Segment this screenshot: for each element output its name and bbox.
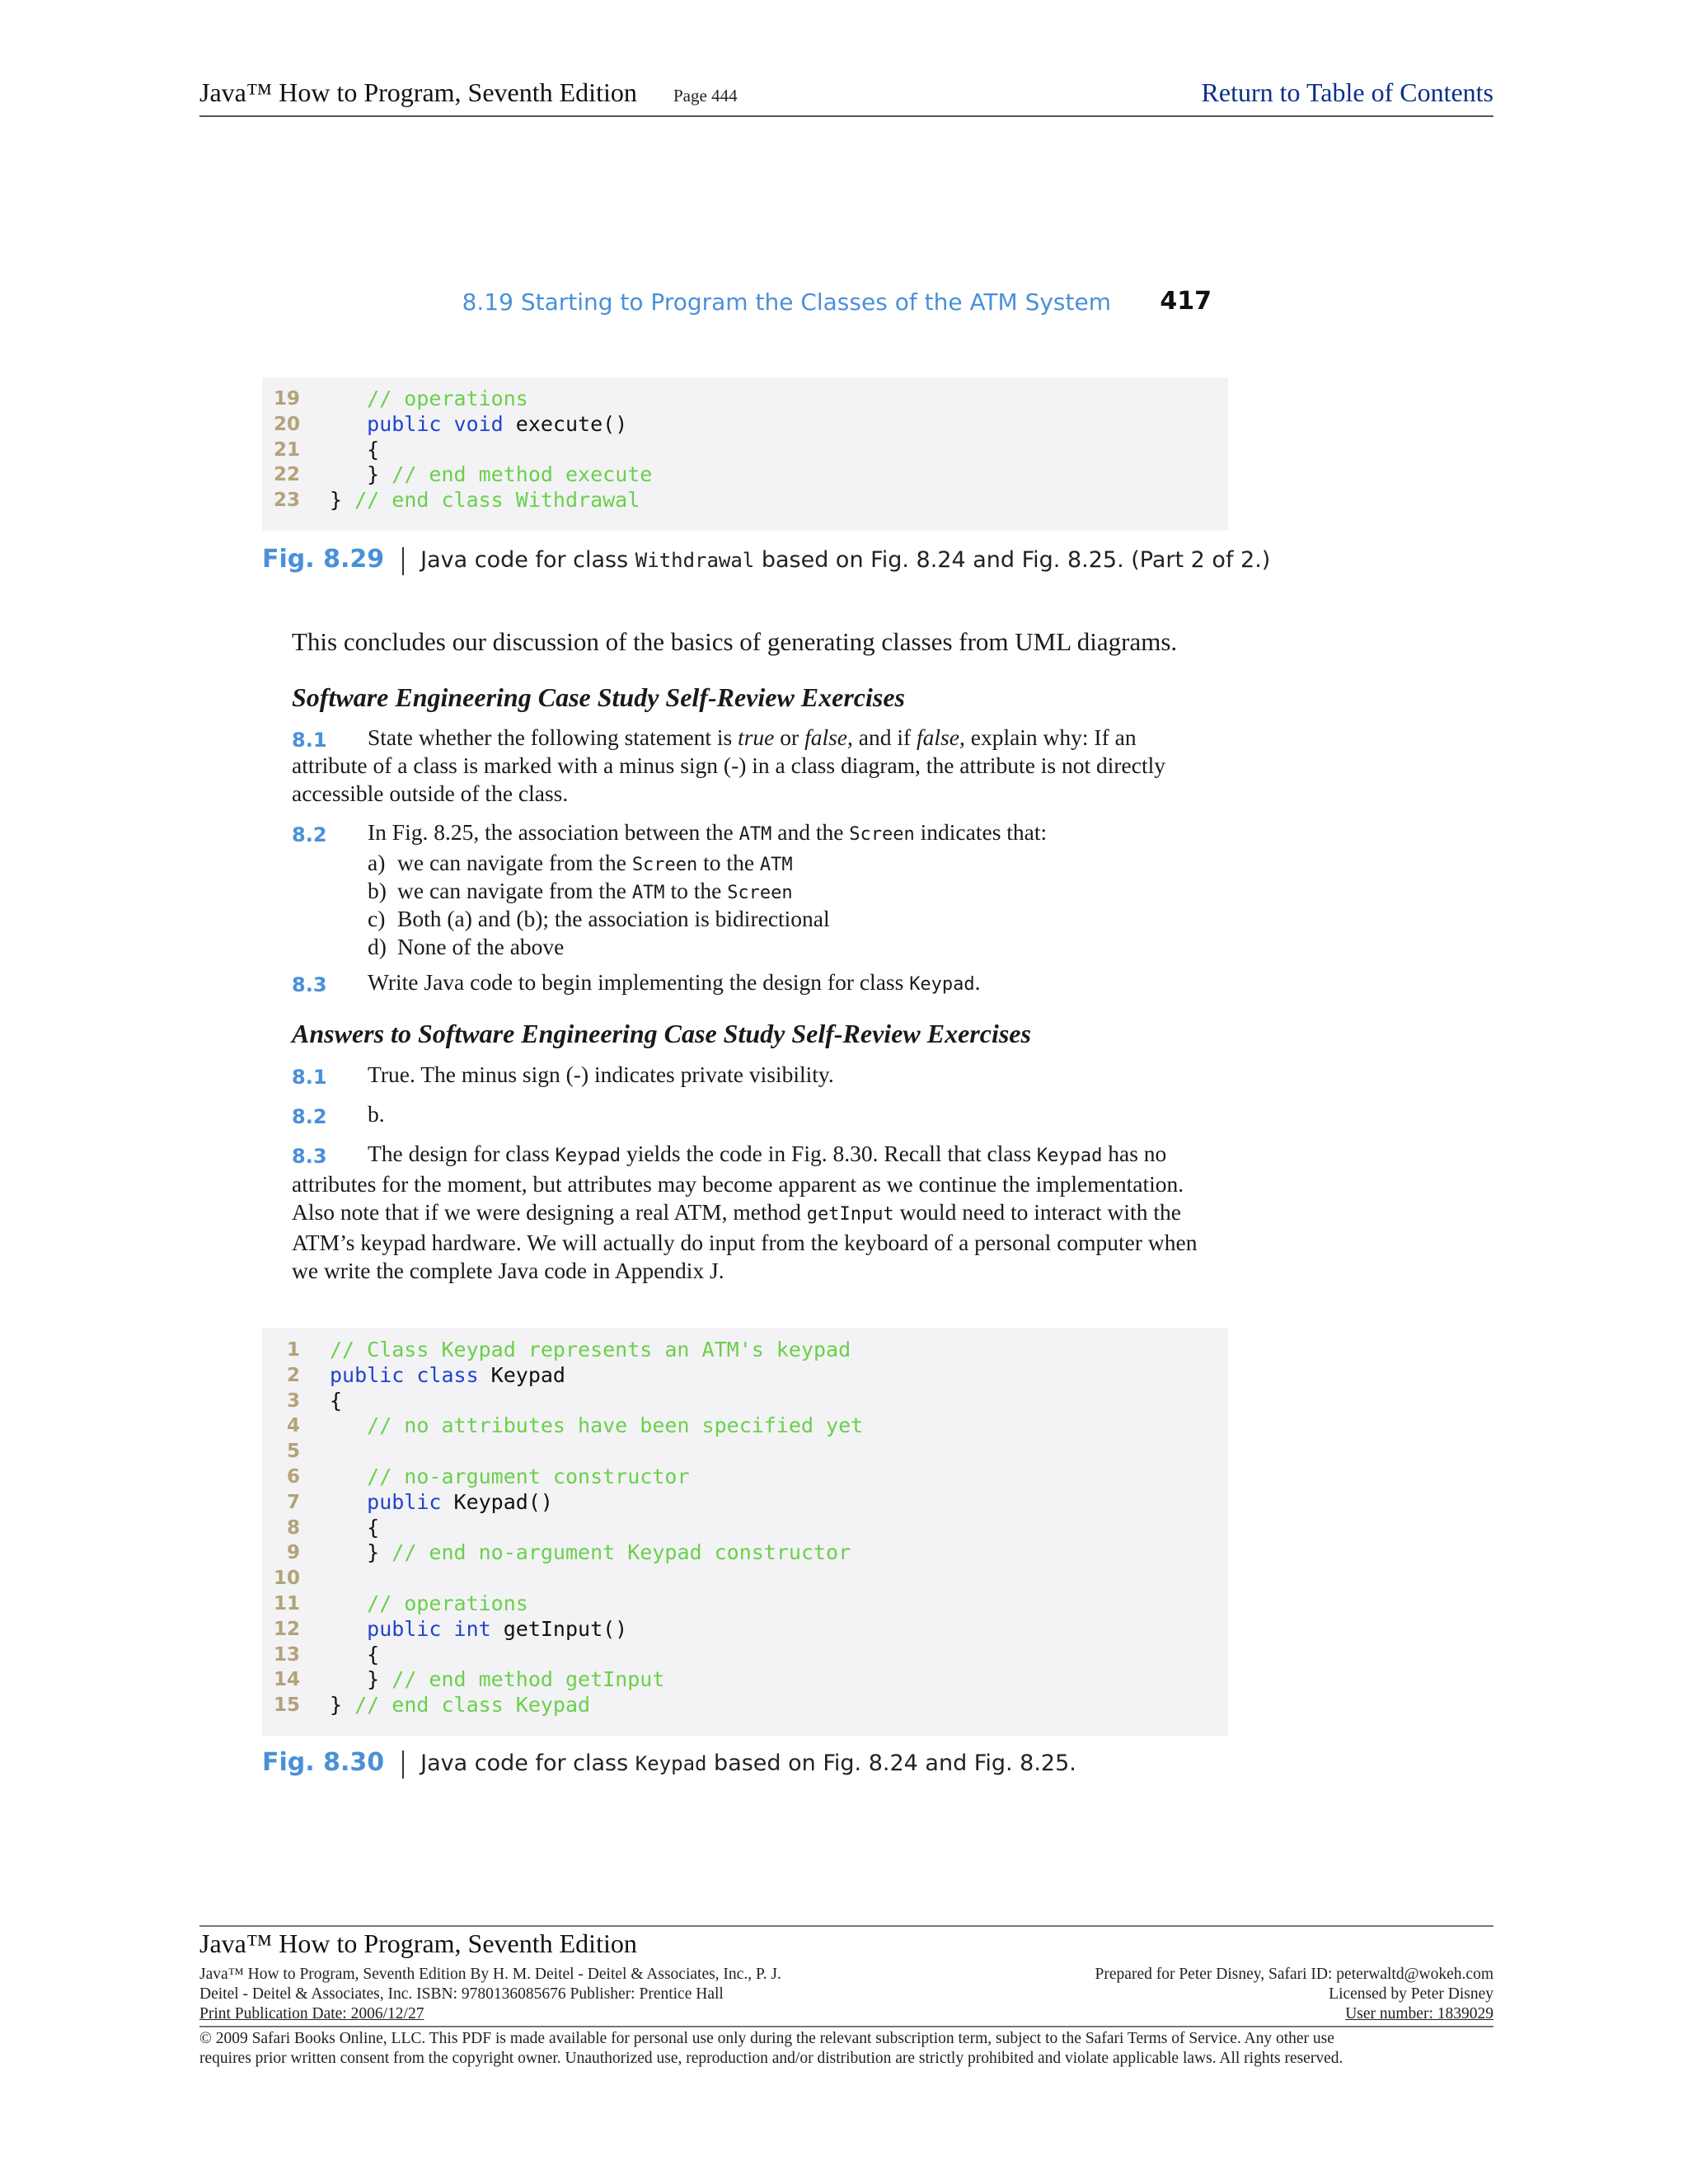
exercise-text: In Fig. 8.25, the association between the ATM and the Screen indicates that: xyxy=(368,819,1048,845)
answers-heading: Answers to Software Engineering Case Study Self-Review Exercises xyxy=(292,1019,1031,1048)
code-text: // no-argument constructor xyxy=(367,1464,690,1488)
exercise-8-2 xyxy=(292,818,1212,961)
code-line xyxy=(262,462,1228,488)
code-text: public Keypad() xyxy=(367,1489,553,1514)
line-number: 23 xyxy=(273,490,300,512)
code-text: } // end method getInput xyxy=(330,1667,665,1692)
code-text: { xyxy=(330,1388,343,1413)
code-line xyxy=(262,1667,1228,1693)
line-number: 7 xyxy=(286,1491,300,1513)
line-number: 9 xyxy=(286,1542,300,1564)
code-text: { xyxy=(330,1642,380,1666)
code-line xyxy=(262,1490,1228,1516)
code-line xyxy=(262,1617,1228,1643)
code-text: // operations xyxy=(367,1591,528,1615)
line-number: 2 xyxy=(286,1364,300,1386)
code-text: public int getInput() xyxy=(367,1616,628,1641)
code-line xyxy=(262,1540,1228,1566)
footer-license-info: Prepared for Peter Disney, Safari ID: peterwaltd@wokeh.com Licensed by Peter Disney User number: 1839029 xyxy=(1095,1966,1493,2022)
code-line xyxy=(262,1338,1228,1363)
code-text: } // end class Keypad xyxy=(330,1693,591,1718)
line-number: 10 xyxy=(273,1568,300,1590)
line-number: 3 xyxy=(286,1390,300,1412)
line-number: 4 xyxy=(286,1415,300,1437)
code-text: { xyxy=(330,437,380,462)
line-number: 8 xyxy=(286,1516,300,1539)
code-text: // Class Keypad represents an ATM's keypad xyxy=(330,1338,851,1361)
answer-8-3 xyxy=(292,1140,1212,1285)
code-text: public class Keypad xyxy=(330,1362,565,1387)
page-footer xyxy=(199,1925,1493,2067)
top-header xyxy=(199,76,1493,117)
code-text: public void execute() xyxy=(367,411,628,436)
line-number: 19 xyxy=(273,388,300,410)
exercise-number: 8.3 xyxy=(292,973,327,996)
code-line xyxy=(262,1465,1228,1490)
footer-copyright: © 2009 Safari Books Online, LLC. This PDF is made available for personal use only during the relevant subscription term, subject to the Safari Terms of Service. Any other use requires prior written consent from the copyright owner. Unauthorized use, reproduction and/or distribution are strictly prohibited and violate applicable laws. All rights reserved. xyxy=(199,2026,1493,2069)
code-line xyxy=(262,1413,1228,1439)
exercise-options xyxy=(368,849,1212,961)
figure-caption-8-29: Fig. 8.29 Java code for class Withdrawal based on Fig. 8.24 and Fig. 8.25. (Part 2 of 2.) xyxy=(262,545,1271,574)
answer-number: 8.2 xyxy=(292,1105,327,1128)
line-number: 15 xyxy=(273,1694,300,1717)
option-b: b) we can navigate from the ATM to the Screen xyxy=(368,878,793,903)
line-number: 1 xyxy=(286,1339,300,1361)
option-a: a) we can navigate from the Screen to the ATM xyxy=(368,850,793,875)
caption-divider xyxy=(402,547,404,575)
code-line xyxy=(262,488,1228,513)
option-c: c) Both (a) and (b); the association is bidirectional xyxy=(368,906,830,931)
answer-text: The design for class Keypad yields the code in Fig. 8.30. Recall that class Keypad has no attributes for the moment, but attributes may become apparent as we continue the implementation. Also note that if we were designing a real ATM, method getInput would need to interact with the ATM’s keypad hardware. We will actually do input from the keyboard of a personal computer when we write the complete Java code in Appendix J. xyxy=(292,1141,1198,1283)
code-line xyxy=(262,1693,1228,1718)
exercise-8-1 xyxy=(292,724,1212,808)
exercise-text: State whether the following statement is true or false, and if false, explain why: If an attribute of a class is marked with a minus sign (-) in a class diagram, the attribute is not directly accessible outside of the class. xyxy=(292,724,1165,806)
answer-text: True. The minus sign (-) indicates private visibility. xyxy=(368,1062,834,1087)
line-number: 6 xyxy=(286,1465,300,1488)
exercise-number: 8.2 xyxy=(292,823,327,846)
page-indicator: Page 444 xyxy=(673,86,738,105)
code-listing-keypad xyxy=(262,1328,1228,1736)
return-to-toc-link[interactable]: Return to Table of Contents xyxy=(1201,77,1493,107)
answer-text: b. xyxy=(368,1101,385,1127)
self-review-heading: Software Engineering Case Study Self-Review Exercises xyxy=(292,682,905,712)
code-text: // no attributes have been specified yet xyxy=(367,1413,864,1438)
code-text: } // end method execute xyxy=(330,462,653,487)
code-line xyxy=(262,1516,1228,1541)
code-listing-withdrawal xyxy=(262,377,1228,531)
answer-number: 8.3 xyxy=(292,1145,327,1168)
exercise-number: 8.1 xyxy=(292,729,327,752)
class-name-code: Keypad xyxy=(635,1752,707,1775)
code-text: // operations xyxy=(367,387,528,410)
code-line xyxy=(262,1439,1228,1465)
answer-8-1 xyxy=(292,1061,1212,1089)
line-number: 14 xyxy=(273,1669,300,1691)
line-number: 11 xyxy=(273,1592,300,1615)
line-number: 5 xyxy=(286,1441,300,1463)
running-head xyxy=(0,288,1212,325)
code-line xyxy=(262,1643,1228,1668)
code-line xyxy=(262,1566,1228,1591)
figure-number: Fig. 8.29 xyxy=(262,545,385,574)
section-title: 8.19 Starting to Program the Classes of the ATM System xyxy=(462,288,1111,316)
line-number: 12 xyxy=(273,1618,300,1640)
line-number: 21 xyxy=(273,438,300,461)
code-line xyxy=(262,1389,1228,1414)
footer-book-title: Java™ How to Program, Seventh Edition xyxy=(199,1929,637,1958)
option-d: d) None of the above xyxy=(368,934,565,959)
exercise-text: Write Java code to begin implementing the design for class Keypad. xyxy=(368,969,981,995)
conclusion-paragraph: This concludes our discussion of the basics of generating classes from UML diagrams. xyxy=(292,627,1178,656)
line-number: 13 xyxy=(273,1643,300,1666)
code-line xyxy=(262,412,1228,438)
book-title: Java™ How to Program, Seventh Edition xyxy=(199,77,637,107)
line-number: 20 xyxy=(273,413,300,435)
code-text: } // end no-argument Keypad constructor xyxy=(330,1540,851,1565)
exercise-8-3 xyxy=(292,968,1212,999)
book-page-number: 417 xyxy=(1160,287,1212,316)
code-text: { xyxy=(330,1515,380,1540)
figure-number: Fig. 8.30 xyxy=(262,1748,385,1777)
code-line xyxy=(262,438,1228,463)
answer-number: 8.1 xyxy=(292,1066,327,1089)
code-line xyxy=(262,1363,1228,1389)
code-line xyxy=(262,387,1228,412)
code-line xyxy=(262,1591,1228,1617)
figure-caption-8-30: Fig. 8.30 Java code for class Keypad based on Fig. 8.24 and Fig. 8.25. xyxy=(262,1748,1076,1777)
class-name-code: Withdrawal xyxy=(635,549,755,572)
code-text: } // end class Withdrawal xyxy=(330,488,640,513)
answer-8-2 xyxy=(292,1100,1212,1128)
caption-divider xyxy=(402,1750,404,1779)
line-number: 22 xyxy=(273,464,300,486)
footer-publication-info: Java™ How to Program, Seventh Edition By H. M. Deitel - Deitel & Associates, Inc., P. J. Deitel - Deitel & Associates, Inc. ISBN: 9780136085676 Publisher: Prentice Hall Print Publication Date: 2006/12/27 xyxy=(199,1966,781,2022)
